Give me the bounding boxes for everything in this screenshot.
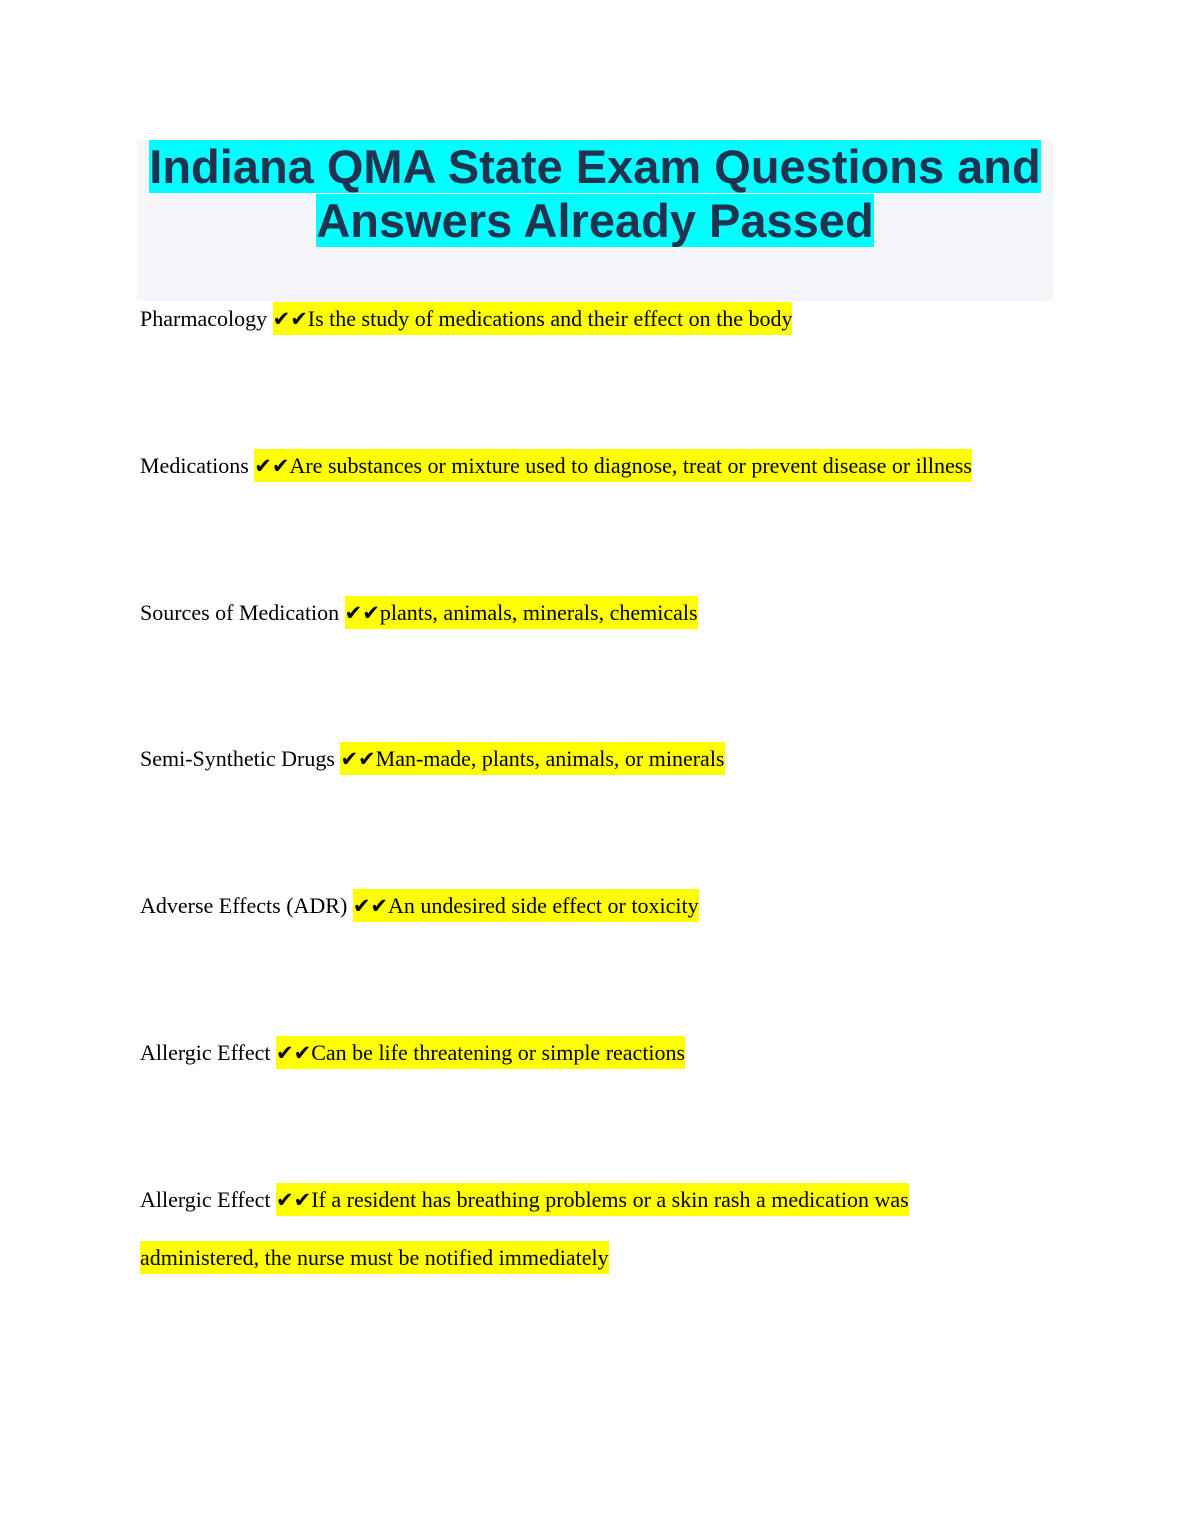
qa-item-pharmacology: [140, 290, 1040, 348]
answer-highlight: [340, 742, 724, 775]
answer-highlight: [276, 1036, 685, 1069]
title-block: [137, 140, 1053, 301]
qa-item-sources-of-medication: [140, 584, 1040, 642]
answer: If a resident has breathing problems or a skin rash a medication was administered, the nurse must be notified immediately: [140, 1187, 909, 1270]
qa-item-adverse-effects: [140, 877, 1040, 935]
term: Allergic Effect: [140, 1187, 271, 1212]
double-check-icon: ✔✔: [352, 894, 389, 918]
title-line-1: Indiana QMA State Exam Questions and: [149, 140, 1041, 193]
qa-item-allergic-effect-1: [140, 1024, 1040, 1082]
term: Pharmacology: [140, 306, 268, 331]
double-check-icon: ✔✔: [272, 307, 308, 331]
answer: Man-made, plants, animals, or minerals: [375, 746, 725, 771]
double-check-icon: ✔✔: [344, 601, 380, 625]
double-check-icon: ✔✔: [276, 1041, 312, 1065]
answer-highlight: [254, 449, 972, 482]
answer: Are substances or mixture used to diagnose, treat or prevent disease or illness: [289, 453, 972, 478]
answer: plants, animals, minerals, chemicals: [379, 600, 698, 625]
qa-item-medications: [140, 437, 1040, 495]
answer: An undesired side effect or toxicity: [388, 893, 699, 918]
double-check-icon: ✔✔: [340, 747, 376, 771]
term: Medications: [140, 453, 249, 478]
document-title: [137, 140, 1053, 248]
term: Allergic Effect: [140, 1040, 271, 1065]
double-check-icon: ✔✔: [276, 1188, 312, 1212]
term: Sources of Medication: [140, 600, 340, 625]
answer-highlight: [353, 889, 699, 922]
qa-item-allergic-effect-2: [140, 1171, 970, 1287]
title-line-2: Answers Already Passed: [316, 194, 874, 247]
double-check-icon: ✔✔: [254, 454, 290, 478]
answer-highlight: [345, 596, 698, 629]
answer-highlight: [273, 302, 793, 335]
qa-item-semi-synthetic-drugs: [140, 730, 1040, 788]
term: Adverse Effects (ADR): [140, 893, 348, 918]
term: Semi-Synthetic Drugs: [140, 746, 335, 771]
answer: Is the study of medications and their effect on the body: [307, 306, 793, 331]
answer: Can be life threatening or simple reactions: [311, 1040, 686, 1065]
